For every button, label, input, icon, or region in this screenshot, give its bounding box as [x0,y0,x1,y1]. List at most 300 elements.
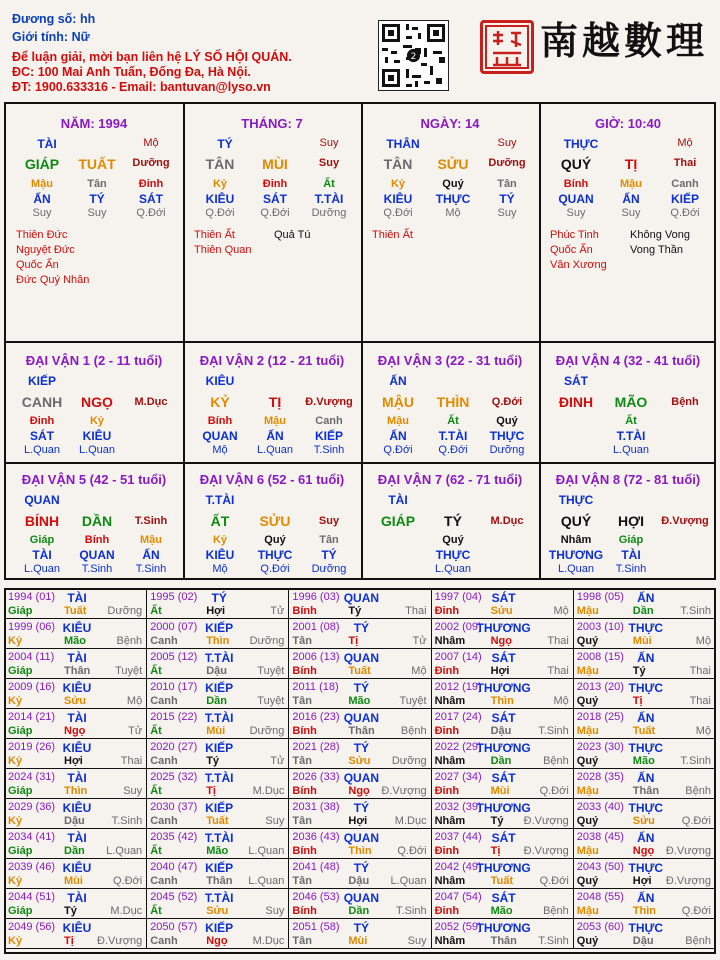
year-branch: Thìn [632,905,657,917]
year-stem: Bính [292,605,317,617]
year-label: 2040 (47) [150,861,198,873]
hidden-stage: Q.Đới [260,207,290,219]
year-branch: Tý [206,755,220,767]
year-branch: Tị [206,785,216,797]
hidden-god: ẤN [33,192,51,206]
year-branch: Dần [206,695,227,707]
decade-hidden-stage: Q.Đới [383,444,413,456]
year-branch: Tý [348,605,362,617]
decade-hidden-stage: L.Quan [612,444,650,456]
year-label: 2053 (60) [576,921,624,933]
decade-stem-god: ẤN [389,374,407,388]
year-branch: Mùi [490,785,510,797]
year-god: QUAN [343,591,380,605]
annual-cell [432,919,574,949]
year-label: 2051 (58) [292,921,340,933]
year-stem: Tân [292,935,312,947]
year-stage: Tử [128,725,143,737]
annual-cell [574,859,716,889]
year-stem: Mậu [576,905,599,917]
decade-hidden-stem: Quý [264,534,286,546]
year-label: 2019 (26) [8,741,56,753]
year-stem: Quý [576,875,599,887]
decade-hidden-stem: Mậu [264,415,286,427]
year-stem: Canh [150,635,178,647]
good-star: Văn Xương [550,259,607,271]
year-stem: Kỷ [8,935,23,947]
year-god: QUAN [343,891,380,905]
year-stem: Tân [292,695,312,707]
year-stage: Thai [547,635,569,647]
year-branch: Tị [64,935,74,947]
year-label: 1994 (01) [8,591,56,603]
year-branch: Tị [348,635,359,647]
annual-cell [432,679,574,709]
year-god: TÀI [67,891,87,905]
decade-branch: NGỌ [81,394,113,410]
brand-calligraphy: 南越數理 [540,18,709,63]
year-stage: Thai [689,695,711,707]
year-god: QUAN [343,771,380,785]
year-god: KIÊU [62,741,92,755]
hidden-stage: Q.Đới [136,207,166,219]
qr-code-graphic [379,21,448,90]
year-label: 2012 (19) [434,681,482,693]
year-stage: Đ.Vượng [381,785,427,797]
year-stage: M.Dục [394,815,427,827]
year-god: KIẾP [205,681,234,695]
annual-cell [574,589,716,619]
year-branch: Dần [348,905,370,917]
decade-stem-god: T.TÀI [205,493,235,507]
good-star: Đức Quý Nhân [16,274,90,286]
year-stem: Đinh [434,905,460,917]
year-god: THƯƠNG [476,621,531,635]
decade-branch: SỬU [259,513,291,529]
year-branch: Tuất [632,725,656,737]
pillar-title: NGÀY: 14 [420,116,480,131]
year-stage: Bệnh [116,635,143,647]
year-stem: Ất [150,785,162,797]
year-label: 2020 (27) [150,741,198,753]
pillar-heavenly-stem: TÂN [383,156,413,172]
year-stem: Quý [576,935,599,947]
year-branch: Sửu [490,605,513,617]
pillar-stage-top: Suy [319,137,339,149]
decade-hidden-stem: Quý [442,534,464,546]
decade-hidden-god: ẤN [266,429,284,443]
decade-title: ĐẠI VẬN 6 (52 - 61 tuổi) [199,472,345,487]
hidden-stage: Suy [621,207,641,219]
decade-hidden-god: QUAN [202,429,238,443]
decade-hidden-stage: L.Quan [434,563,472,575]
decade-stage: T.Sinh [134,515,168,527]
year-stem: Mậu [576,785,599,797]
chart-divider [5,341,715,343]
decade-hidden-stem: Bính [84,534,110,546]
phone-email-line: ĐT: 1900.633316 - Email: bantuvan@lyso.vn [12,80,271,94]
year-god: THỰC [628,621,664,635]
year-god: THỰC [628,681,664,695]
hidden-stage: Suy [497,207,517,219]
decade-hidden-stem: Quý [496,415,518,427]
red-seal-stamp [480,20,534,74]
year-label: 2015 (22) [150,711,198,723]
year-stage: Tuyệt [399,695,427,707]
hidden-stage: Suy [32,207,52,219]
good-star: Thiên Quan [194,244,252,256]
pillar-stage: Dưỡng [132,157,170,169]
year-branch: Dần [632,605,654,617]
annual-cell [574,739,716,769]
year-branch: Mùi [632,635,652,647]
decade-stem-god: KIÊU [205,374,235,388]
hidden-god: QUAN [558,192,594,206]
year-branch: Ngọ [632,845,655,857]
year-stem: Canh [150,935,178,947]
year-branch: Ngọ [490,635,512,647]
decade-hidden-stem: Mậu [387,415,409,427]
year-branch: Hợi [632,875,652,887]
hidden-stem: Kỷ [212,178,228,190]
year-stage: Mộ [553,695,569,707]
year-stage: Q.Đới [539,875,569,887]
year-god: KIÊU [62,621,92,635]
year-stage: Tuyệt [257,695,285,707]
hidden-god: ẤN [622,192,640,206]
year-stem: Kỷ [8,635,23,647]
decade-hidden-god: TÝ [321,548,337,562]
annual-cell [147,829,289,859]
year-label: 2023 (30) [576,741,624,753]
decade-hidden-stage: Dưỡng [489,444,525,456]
annual-cell [289,889,431,919]
year-branch: Thìn [490,695,514,707]
year-label: 2025 (32) [150,771,198,783]
year-god: THƯƠNG [476,801,531,815]
year-label: 2032 (39) [434,801,482,813]
year-stem: Mậu [576,605,599,617]
year-stage: L.Quan [248,875,285,887]
annual-cell [5,739,147,769]
year-label: 2001 (08) [292,621,340,633]
year-label: 2026 (33) [292,771,340,783]
annual-cell [289,649,431,679]
year-stem: Kỷ [8,815,23,827]
year-stem: Canh [150,695,178,707]
year-stem: Bính [292,785,317,797]
year-label: 2000 (07) [150,621,198,633]
year-god: SÁT [491,771,516,785]
year-label: 2005 (12) [150,651,198,663]
annual-cell [574,919,716,949]
year-stem: Giáp [8,725,33,737]
owner-label: Đương số: [12,12,77,26]
decade-hidden-god: THƯƠNG [548,548,604,562]
year-stage: Bệnh [685,785,711,797]
year-branch: Hợi [206,605,226,617]
year-branch: Mão [64,635,86,647]
year-label: 2042 (49) [434,861,482,873]
year-label: 2008 (15) [576,651,624,663]
good-star: Quốc Ấn [16,259,59,271]
annual-cell [574,769,716,799]
year-stage: Bệnh [400,725,427,737]
decade-branch: THÌN [436,394,470,410]
year-label: 2052 (59) [434,921,482,933]
year-god: ẤN [637,711,655,725]
year-stage: Dưỡng [249,725,285,737]
year-stage: Q.Đới [681,815,711,827]
year-branch: Thân [632,785,660,797]
year-label: 2033 (40) [576,801,624,813]
pillar-divider [183,103,185,341]
year-branch: Tị [490,845,501,857]
year-branch: Thìn [206,635,230,647]
hidden-god: TÝ [499,192,515,206]
other-star: Quả Tú [274,229,311,241]
year-stem: Kỷ [8,875,23,887]
decade-branch: DẦN [81,513,113,529]
year-stem: Bính [292,845,317,857]
year-label: 2036 (43) [292,831,340,843]
year-god: QUAN [343,711,380,725]
year-label: 1998 (05) [576,591,624,603]
year-stage: T.Sinh [680,755,711,767]
year-stem: Ất [150,605,162,617]
decade-hidden-stage: L.Quan [23,563,61,575]
decade-title: ĐẠI VẬN 2 (12 - 21 tuổi) [199,353,345,368]
annual-cell [147,679,289,709]
year-label: 2050 (57) [150,921,198,933]
year-stem: Quý [576,695,599,707]
good-star: Thiên Đức [16,229,68,241]
year-god: TÝ [353,621,370,635]
year-branch: Dậu [64,815,85,827]
decade-hidden-god: SÁT [30,429,54,443]
hidden-stage: Suy [87,207,107,219]
decade-hidden-stem: Ất [447,415,459,427]
annual-cell [432,889,574,919]
year-label: 1996 (03) [292,591,340,603]
annual-cell [5,769,147,799]
year-stage: Đ.Vượng [665,875,711,887]
year-stage: Bệnh [685,935,711,947]
address-line: ĐC: 100 Mai Anh Tuấn, Đống Đa, Hà Nội. [12,65,251,79]
annual-cell [147,619,289,649]
decade-hidden-stage: Q.Đới [260,563,290,575]
pillar-stem-god: TÀI [37,137,57,151]
pillar-stage-top: Suy [497,137,517,149]
year-god: KIÊU [62,921,92,935]
year-stage: T.Sinh [111,815,143,827]
year-stage: Suy [407,935,427,947]
year-branch: Tý [64,905,77,917]
pillar-earthly-branch: MÙI [262,156,288,172]
year-label: 2035 (42) [150,831,198,843]
year-stage: M.Dục [252,785,285,797]
decade-hidden-stem: Giáp [29,534,55,546]
decade-hidden-god: TÀI [621,548,641,562]
annual-cell [432,769,574,799]
pillar-stem-god: THÂN [386,137,420,151]
year-stem: Tân [292,875,312,887]
hidden-god: KIÊU [205,192,235,206]
year-stage: Suy [265,905,285,917]
pillar-heavenly-stem: GIÁP [24,156,60,172]
year-god: KIÊU [62,861,92,875]
decade-stem-god: THỰC [558,493,594,507]
year-branch: Hợi [490,665,510,677]
seal-graphic [483,23,531,71]
year-stem: Ất [150,845,162,857]
year-branch: Mùi [64,875,83,887]
year-label: 2009 (16) [8,681,56,693]
pillar-earthly-branch: TUẤT [78,156,116,172]
pillar-heavenly-stem: TÂN [205,156,235,172]
hidden-stem: Canh [671,178,699,190]
year-stage: Q.Đới [397,845,427,857]
year-label: 2010 (17) [150,681,198,693]
decade-branch: MÃO [614,394,648,410]
hidden-god: SÁT [139,192,163,206]
year-branch: Dậu [632,935,654,947]
decade-stem-god: QUAN [24,493,60,507]
year-god: TÀI [67,591,87,605]
year-stage: Dưỡng [107,605,143,617]
year-god: SÁT [491,651,516,665]
year-stem: Giáp [8,785,33,797]
year-stage: T.Sinh [680,605,711,617]
year-branch: Mão [490,905,513,917]
year-stage: Thai [689,665,711,677]
year-stem: Nhâm [434,815,466,827]
decade-stem: BÍNH [24,513,60,529]
good-star: Phúc Tinh [550,229,599,241]
year-stem: Mậu [576,845,599,857]
year-branch: Sửu [632,815,655,827]
year-god: TÀI [67,711,87,725]
year-branch: Tuất [490,875,513,887]
year-label: 2044 (51) [8,891,56,903]
year-branch: Mùi [348,935,368,947]
pillar-heavenly-stem: QUÝ [560,156,592,172]
decade-hidden-stage: L.Quan [256,444,294,456]
year-god: THỰC [628,861,664,875]
annual-cell [432,619,574,649]
year-label: 2031 (38) [292,801,340,813]
year-god: TÀI [67,831,87,845]
hidden-god: KIẾP [670,192,700,206]
decade-hidden-stage: T.Sinh [135,563,167,575]
year-label: 2038 (45) [576,831,624,843]
decade-hidden-stem: Bính [207,415,233,427]
decade-branch: HỢI [618,513,644,529]
year-god: KIẾP [205,621,234,635]
year-label: 2016 (23) [292,711,340,723]
year-god: ẤN [637,651,655,665]
year-stage: T.Sinh [396,905,427,917]
year-label: 1997 (04) [434,591,482,603]
decade-hidden-god: KIẾP [314,429,344,443]
year-god: SÁT [491,831,516,845]
year-stage: Tử [270,755,285,767]
year-god: TÝ [353,681,370,695]
decade-stage: Suy [318,515,340,527]
year-stage: Dưỡng [391,755,427,767]
year-branch: Ngọ [348,785,370,797]
annual-cell [574,829,716,859]
owner-value: hh [79,12,96,26]
decade-stage: M.Dục [134,396,168,408]
decade-stage: Đ.Vượng [305,396,353,408]
year-god: T.TÀI [204,831,234,845]
year-branch: Mão [632,755,655,767]
year-branch: Tuất [64,605,87,617]
hidden-stem: Ất [323,178,335,190]
year-stem: Tân [292,815,312,827]
annual-cell [432,649,574,679]
year-stem: Đinh [434,845,460,857]
year-stem: Kỷ [8,695,23,707]
hidden-god: T.TÀI [314,192,344,206]
annual-cell [5,649,147,679]
year-stage: Đ.Vượng [523,845,569,857]
year-branch: Thìn [64,785,88,797]
year-stem: Giáp [8,905,33,917]
year-label: 2014 (21) [8,711,56,723]
year-stage: M.Dục [252,935,285,947]
annual-cell [147,859,289,889]
decade-hidden-stage: T.Sinh [615,563,647,575]
gender-value: Nữ [71,30,90,44]
decade-hidden-stem: Kỷ [89,415,105,427]
decade-hidden-stage: Mộ [212,444,228,456]
decade-hidden-god: KIÊU [82,429,112,443]
year-god: KIẾP [205,741,234,755]
decade-divider [183,343,185,462]
year-stem: Tân [292,755,312,767]
year-god: TÀI [67,771,87,785]
pillar-stage: Suy [318,157,340,169]
year-branch: Dậu [206,665,227,677]
decade-row-divider [5,462,715,464]
pillar-title: GIỜ: 10:40 [594,116,662,131]
year-branch: Tý [632,665,646,677]
decade-hidden-stem: Tân [319,534,339,546]
year-stage: Bệnh [543,905,569,917]
year-branch: Ngọ [206,935,228,947]
year-stem: Tân [292,635,312,647]
contact-invite: Để luận giải, mời bạn liên hệ LÝ SỐ HỘI QUÁN. [12,50,292,64]
year-branch: Mão [206,845,229,857]
year-branch: Thân [64,665,91,677]
year-stage: Tử [270,605,285,617]
annual-cell [147,769,289,799]
decade-hidden-stage: Q.Đới [438,444,468,456]
annual-cell [574,679,716,709]
decade-hidden-stem: Ất [625,415,637,427]
year-branch: Dần [64,845,85,857]
year-stem: Bính [292,725,317,737]
decade-title: ĐẠI VẬN 8 (72 - 81 tuổi) [555,472,701,487]
year-god: KIÊU [62,801,92,815]
decade-branch: TỊ [268,394,282,410]
year-stem: Giáp [8,845,33,857]
year-label: 2037 (44) [434,831,482,843]
qr-code [378,20,449,91]
hidden-god: TÝ [89,192,105,206]
